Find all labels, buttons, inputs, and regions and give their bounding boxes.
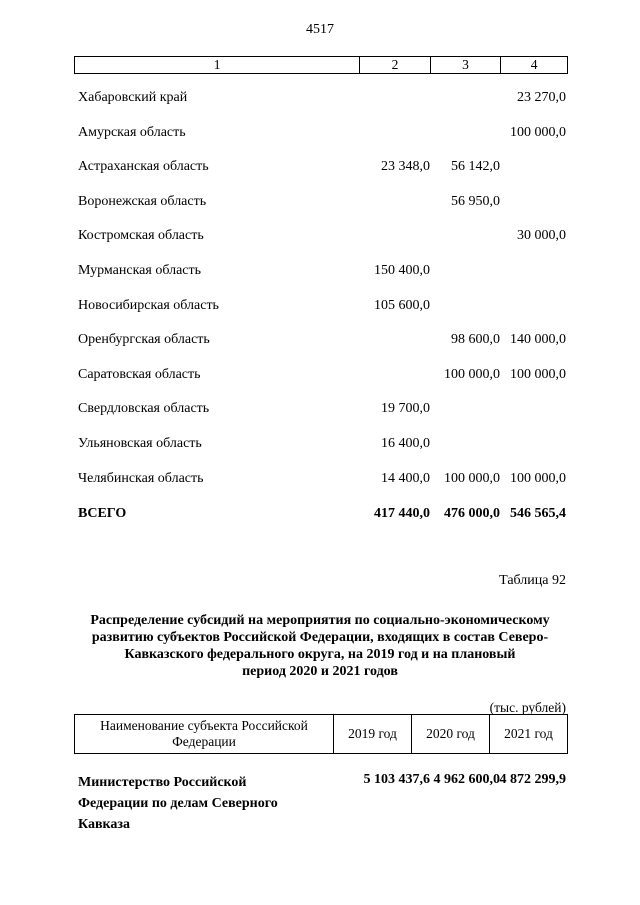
ministry-name-line: Федерации по делам Северного xyxy=(78,796,278,811)
region-row xyxy=(0,228,640,248)
subsidy-table-header xyxy=(74,714,568,754)
region-row xyxy=(0,332,640,352)
value-2021: 100 000,0 xyxy=(510,124,566,140)
region-name: Амурская область xyxy=(78,124,186,140)
region-name: Костромская область xyxy=(78,228,204,244)
value-2020: 56 142,0 xyxy=(451,159,500,175)
total-row xyxy=(0,506,640,526)
header-subject-name-line2: Федерации xyxy=(172,734,236,749)
page-number: 4517 xyxy=(306,22,334,37)
column-number-4: 4 xyxy=(501,57,568,74)
region-row xyxy=(0,263,640,283)
column-number-3: 3 xyxy=(430,57,501,74)
total-2020: 476 000,0 xyxy=(444,506,500,521)
value-2020: 56 950,0 xyxy=(451,193,500,209)
ministry-name-line: Кавказа xyxy=(78,817,131,832)
value-2019: 14 400,0 xyxy=(381,470,430,486)
header-subject-name-line1: Наименование субъекта Российской xyxy=(100,718,308,733)
region-row xyxy=(0,471,640,491)
heading-line: Распределение субсидий на мероприятия по социально-экономическому xyxy=(90,613,550,628)
region-name: Новосибирская область xyxy=(78,297,219,313)
total-label: ВСЕГО xyxy=(78,506,127,521)
region-name: Астраханская область xyxy=(78,159,209,175)
ministry-2019: 5 103 437,6 xyxy=(363,772,430,787)
region-name: Оренбургская область xyxy=(78,332,210,348)
ministry-values xyxy=(0,772,640,792)
region-name: Мурманская область xyxy=(78,263,202,278)
value-2019: 19 700,0 xyxy=(381,401,430,417)
value-2020: 100 000,0 xyxy=(444,470,500,486)
column-number-2: 2 xyxy=(360,57,431,74)
value-2019: 105 600,0 xyxy=(374,297,430,313)
heading-line: Кавказского федерального округа, на 2019 год и на плановый xyxy=(124,647,516,662)
ministry-2020: 4 962 600,0 xyxy=(433,772,500,787)
region-name: Свердловская область xyxy=(78,401,210,417)
region-row xyxy=(0,90,640,110)
region-row xyxy=(0,401,640,421)
value-2020: 98 600,0 xyxy=(451,332,500,348)
value-2019: 150 400,0 xyxy=(374,263,430,278)
ministry-name-line: Министерство Российской xyxy=(78,775,247,790)
table-label: Таблица 92 xyxy=(499,573,566,588)
region-name: Ульяновская область xyxy=(78,436,202,451)
region-name: Челябинская область xyxy=(78,470,204,486)
value-2021: 30 000,0 xyxy=(517,228,566,244)
value-2021: 140 000,0 xyxy=(510,332,566,348)
value-2020: 100 000,0 xyxy=(444,366,500,382)
region-name: Воронежская область xyxy=(78,193,207,209)
region-row xyxy=(0,194,640,214)
heading-line: период 2020 и 2021 годов xyxy=(242,664,398,679)
value-2021: 23 270,0 xyxy=(517,90,566,105)
value-2019: 16 400,0 xyxy=(381,436,430,451)
table-heading xyxy=(60,612,580,680)
units-label: (тыс. рублей) xyxy=(489,700,566,715)
column-number-header xyxy=(74,56,568,74)
heading-line: развитию субъектов Российской Федерации, входящих в состав Северо- xyxy=(91,630,549,645)
region-row xyxy=(0,298,640,318)
header-2019: 2019 год xyxy=(334,715,412,754)
header-2020: 2020 год xyxy=(412,715,490,754)
value-2019: 23 348,0 xyxy=(381,159,430,175)
total-2021: 546 565,4 xyxy=(510,506,566,521)
header-2021: 2021 год xyxy=(490,715,568,754)
region-row xyxy=(0,159,640,179)
ministry-2021: 4 872 299,9 xyxy=(499,772,566,787)
value-2021: 100 000,0 xyxy=(510,366,566,382)
column-number-1: 1 xyxy=(75,57,360,74)
region-name: Хабаровский край xyxy=(78,90,188,105)
region-row xyxy=(0,436,640,456)
value-2021: 100 000,0 xyxy=(510,470,566,486)
total-2019: 417 440,0 xyxy=(374,506,430,521)
header-subject-name xyxy=(75,715,334,754)
region-name: Саратовская область xyxy=(78,366,201,382)
region-row xyxy=(0,367,640,387)
region-row xyxy=(0,125,640,145)
